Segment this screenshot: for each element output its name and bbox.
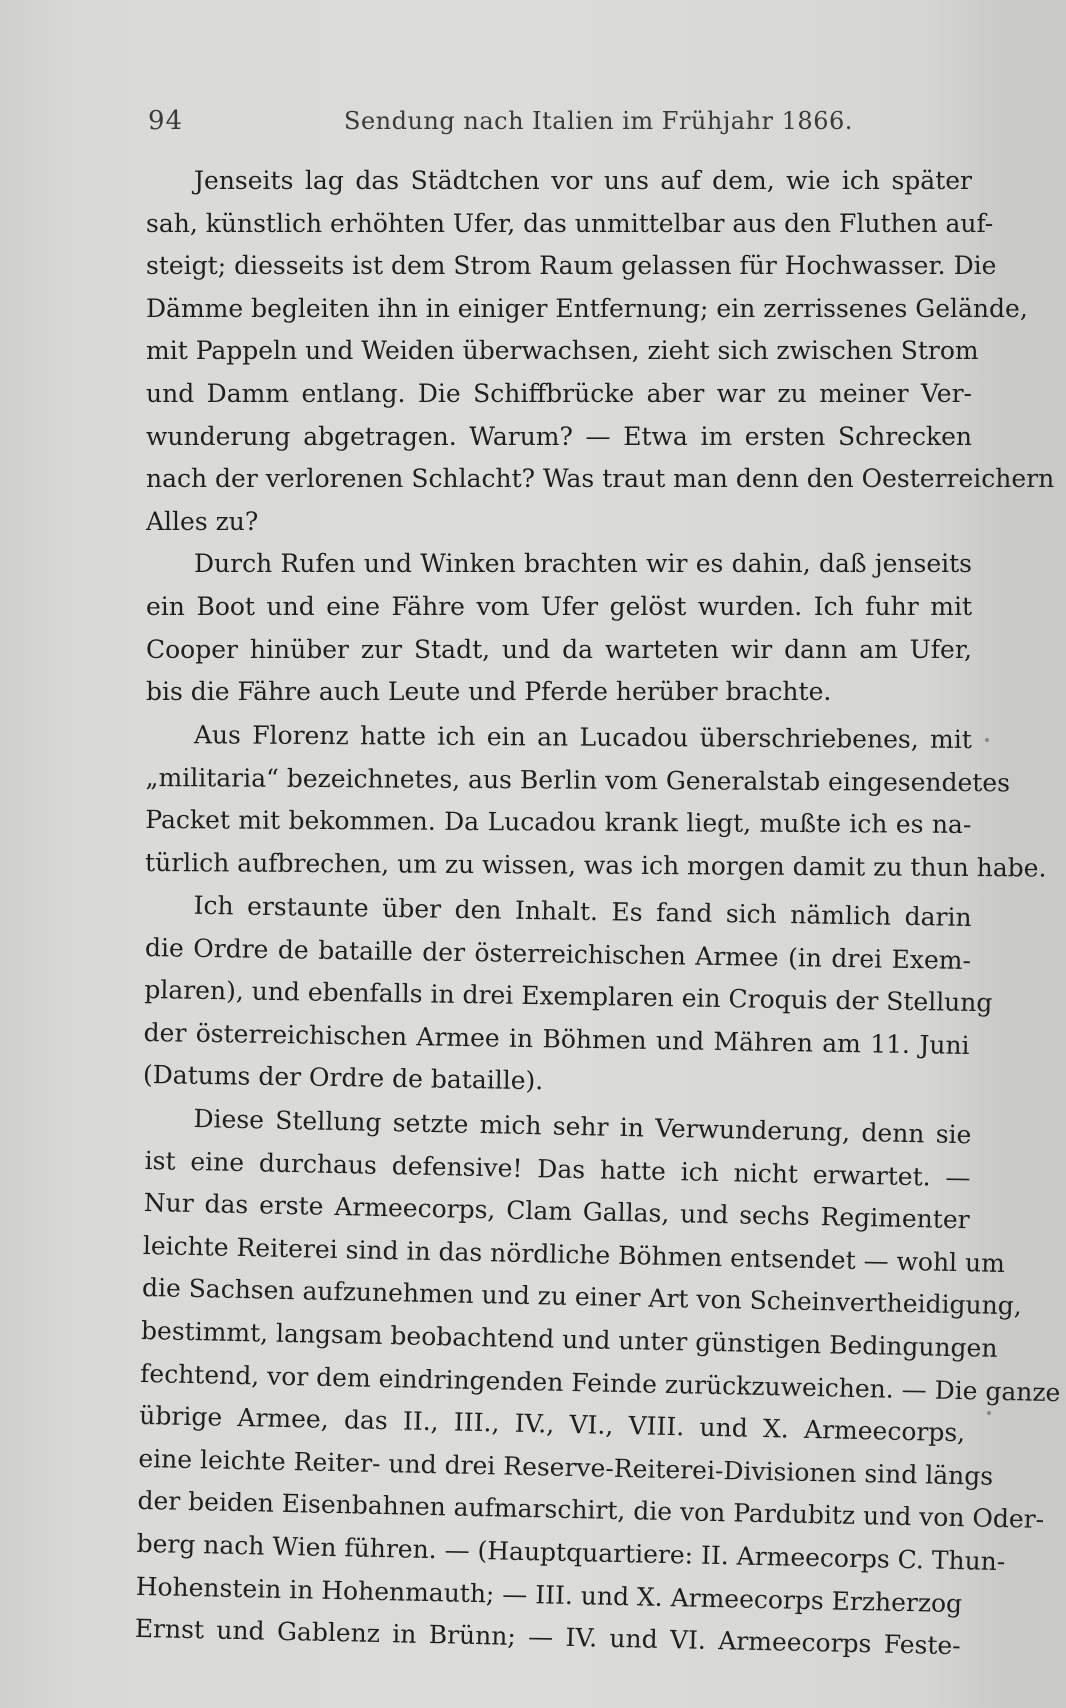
text-line: Cooper hinüber zur Stadt, und da warteten wir dann am Ufer, [146, 634, 972, 664]
paper-speck [987, 1411, 991, 1415]
paragraph-1 [146, 160, 1055, 543]
running-title: Sendung nach Italien im Frühjahr 1866. [344, 107, 853, 135]
paragraph-2 [146, 543, 972, 713]
text-line: Diese Stellung setzte mich sehr in Verwunderung, denn sie [193, 1104, 972, 1150]
text-line: eine leichte Reiter- und drei Reserve-Reiterei-Divisionen sind längs [138, 1443, 994, 1491]
text-line: wunderung abgetragen. Warum? — Etwa im ersten Schrecken [146, 421, 972, 451]
text-line: Dämme begleiten ihn in einiger Entfernung; ein zerrissenes Gelände, [146, 293, 1028, 323]
text-line: die Sachsen aufzunehmen und zu einer Art von Scheinvertheidigung, [141, 1273, 1023, 1321]
text-line: Nur das erste Armeecorps, Clam Gallas, und sechs Regimenter [143, 1188, 970, 1235]
text-line: Hohenstein in Hohenmauth; — III. und X. Armeecorps Erzherzog [135, 1571, 963, 1618]
page-number: 94 [148, 106, 184, 136]
body-text [134, 160, 1061, 1661]
text-line: Alles zu? [146, 506, 259, 536]
text-line: Ich erstaunte über den Inhalt. Es fand sich nämlich darin [193, 890, 972, 933]
text-line: Aus Florenz hatte ich ein an Lucadou überschriebenes, mit [193, 720, 972, 754]
text-line: ist eine durchaus defensive! Das hatte ich nicht erwartet. — [144, 1145, 971, 1192]
paper-speck [985, 738, 989, 742]
text-line: plaren), und ebenfalls in drei Exemplaren ein Croquis der Stellung [144, 975, 993, 1018]
text-line: nach der verlorenen Schlacht? Was traut man denn den Oesterreichern [146, 464, 1055, 494]
text-line: berg nach Wien führen. — (Hauptquartiere: II. Armeecorps C. Thun- [136, 1528, 1006, 1577]
text-line: „militaria“ bezeichnetes, aus Berlin vom Generalstab eingesendetes [145, 762, 1011, 797]
text-line: mit Pappeln und Weiden überwachsen, zieht sich zwischen Strom [146, 336, 979, 366]
text-line: (Datums der Ordre de bataille). [142, 1060, 544, 1096]
text-line: der beiden Eisenbahnen aufmarschirt, die von Pardubitz und von Oder- [137, 1486, 1045, 1535]
text-line: Durch Rufen und Winken brachten wir es dahin, daß jenseits [194, 549, 972, 579]
text-line: fechtend, vor dem eindringenden Feinde zurückzuweichen. — Die ganze [139, 1358, 1061, 1407]
paragraph-4 [142, 884, 993, 1110]
running-head [148, 106, 853, 140]
text-line: der österreichischen Armee in Böhmen und Mähren am 11. Juni [143, 1017, 970, 1060]
text-line: Jenseits lag das Städtchen vor uns auf dem, wie ich später [194, 166, 972, 195]
text-line: steigt; diesseits ist dem Strom Raum gelassen für Hochwasser. Die [146, 251, 997, 281]
paragraph-5 [134, 1097, 1061, 1668]
text-line: übrige Armee, das II., III., IV., VI., VIII. und X. Armeecorps, [139, 1401, 966, 1448]
paragraph-3 [145, 714, 1047, 889]
text-line: bis die Fähre auch Leute und Pferde herüber brachte. [146, 677, 832, 707]
text-line: die Ordre de bataille der österreichischen Armee (in drei Exem- [144, 932, 972, 975]
text-line: Ernst und Gablenz in Brünn; — IV. und VI. Armeecorps Feste- [134, 1614, 961, 1661]
text-line: bestimmt, langsam beobachtend und unter günstigen Bedingungen [140, 1315, 998, 1363]
text-line: türlich aufbrechen, um zu wissen, was ich morgen damit zu thun habe. [145, 847, 1047, 883]
text-line: und Damm entlang. Die Schiffbrücke aber war zu meiner Ver- [146, 378, 972, 408]
text-line: Packet mit bekommen. Da Lucadou krank liegt, mußte ich es na- [145, 804, 972, 839]
text-line: sah, künstlich erhöhten Ufer, das unmittelbar aus den Fluthen auf- [146, 208, 994, 238]
text-line: ein Boot und eine Fähre vom Ufer gelöst wurden. Ich fuhr mit [146, 591, 972, 621]
text-line: leichte Reiterei sind in das nördliche Böhmen entsendet — wohl um [142, 1230, 1006, 1278]
